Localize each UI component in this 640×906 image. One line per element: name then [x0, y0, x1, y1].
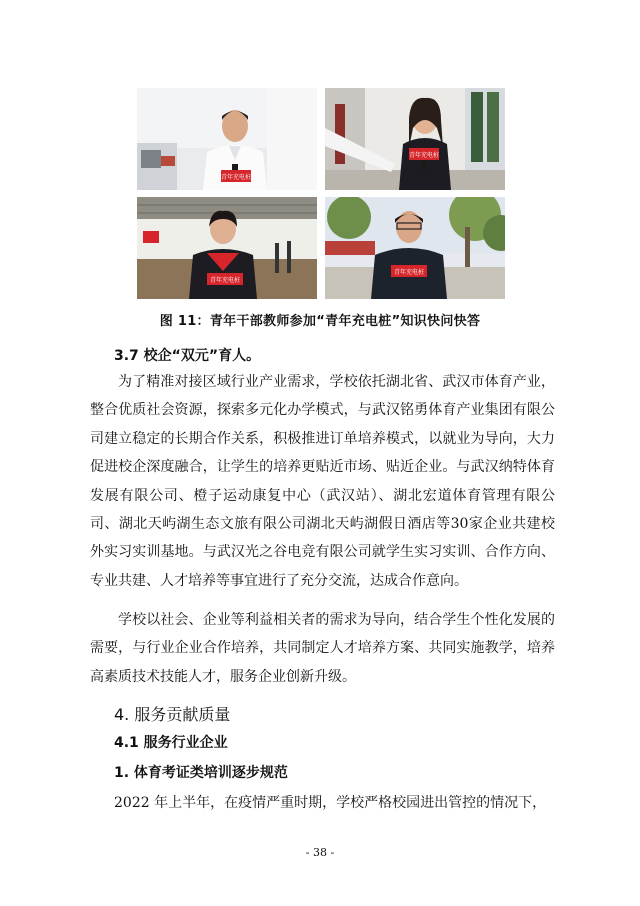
photo-interview-2: [325, 88, 505, 190]
photo-interview-1: [137, 88, 317, 190]
paragraph-talent-cultivation: 学校以社会、企业等利益相关者的需求为导向，结合学生个性化发展的需要，与行业企业合作培养，共同制定人才培养方案、共同实施教学，培养高素质技术技能人才，服务企业创新升级。: [90, 612, 555, 685]
page-number: - 38 -: [305, 846, 335, 859]
figure-caption: 图 11：青年干部教师参加“青年充电桩”知识快问快答: [159, 314, 481, 329]
paragraph-school-enterprise-cooperation: 为了精准对接区域行业产业需求，学校依托湖北省、武汉市体育产业，整合优质社会资源，探索多元化办学模式，与武汉铭勇体育产业集团有限公司建立稳定的长期合作关系，积极推进订单培养模式，以就业为导向，大力促进校企深度融合，让学生的培养更贴近市场、贴近企业。与武汉纳特体育发展有限公司、橙子运动康复中心（武汉站）、湖北宏道体育管理有限公司、湖北天屿湖生态文旅有限公司湖北天屿湖假日酒店等30家企业共建校外实习实训基地。与武汉光之谷电竞有限公司就学生实习实训、合作方向、专业共建、人才培养等事宜进行了充分交流，达成合作意向。: [90, 374, 555, 589]
photo-grid: [137, 88, 505, 300]
sub-heading-4-1: 4.1 服务行业企业: [114, 735, 228, 751]
mic-label-2: 青年充电桩: [408, 152, 440, 159]
photo-interview-3: [137, 197, 317, 299]
photo-interview-4: [325, 197, 505, 299]
chapter-heading-4: 4. 服务贡献质量: [114, 705, 231, 724]
mic-label-1: 青年充电桩: [220, 174, 252, 181]
mic-label-3: 青年充电桩: [209, 277, 241, 284]
paragraph-training-intro: 2022 年上半年，在疫情严重时期，学校严格校园进出管控的情况下，: [114, 795, 547, 811]
mic-label-4: 青年充电桩: [393, 269, 425, 276]
item-heading-1: 1. 体育考证类培训逐步规范: [114, 765, 288, 781]
section-heading-3-7: 3.7 校企“双元”育人。: [114, 348, 261, 364]
